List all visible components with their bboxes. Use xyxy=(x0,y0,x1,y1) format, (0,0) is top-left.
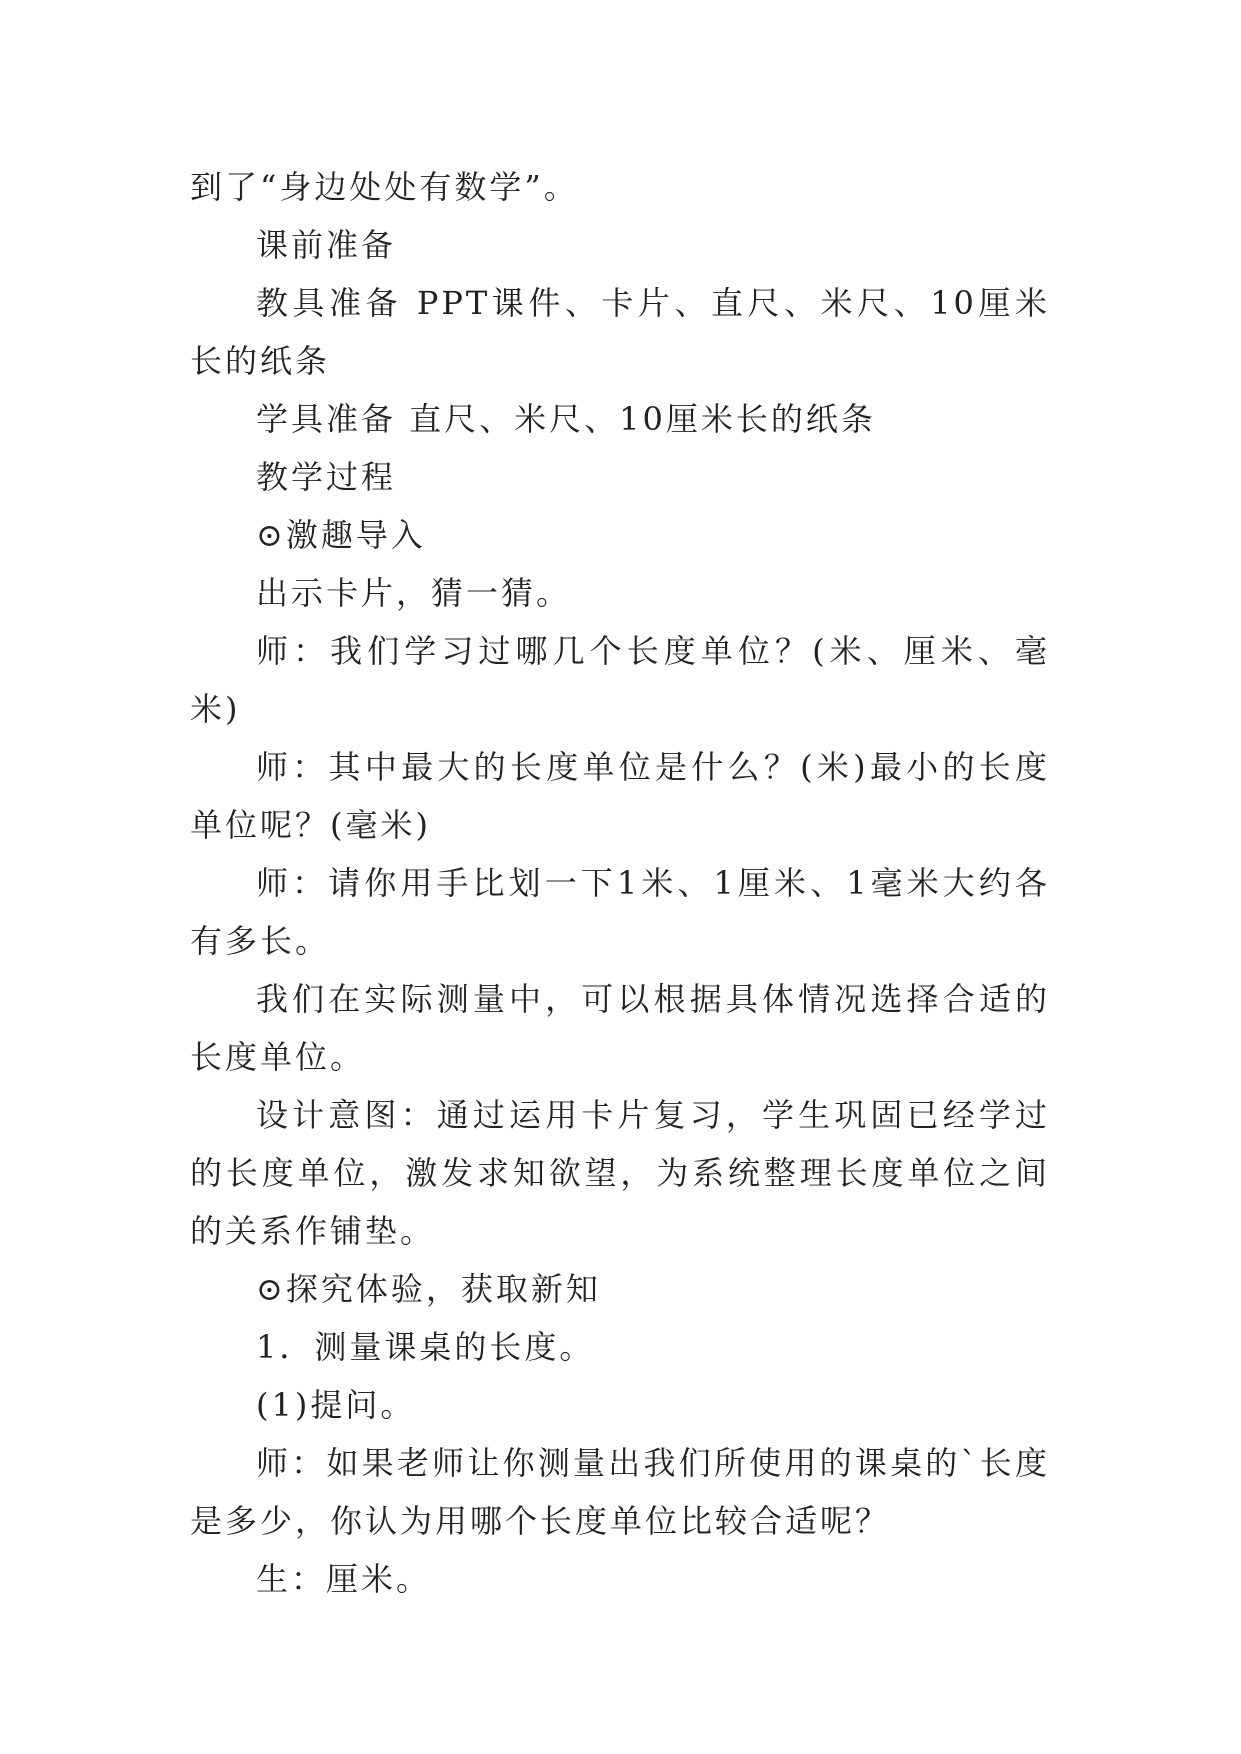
dialogue-line: 师：请你用手比划一下1米、1厘米、1毫米大约各有多长。 xyxy=(190,864,1050,960)
numbered-item: 1．测量课桌的长度。 xyxy=(256,1328,595,1366)
subsection-heading: ⊙激趣导入 xyxy=(256,516,426,554)
paragraph: 我们在实际测量中，可以根据具体情况选择合适的长度单位。 xyxy=(190,980,1050,1076)
dialogue-line: 生：厘米。 xyxy=(256,1560,432,1598)
paragraph: 教具准备 PPT课件、卡片、直尺、米尺、10厘米长的纸条 xyxy=(190,284,1050,380)
design-intent-paragraph: 设计意图：通过运用卡片复习，学生巩固已经学过的长度单位，激发求知欲望，为系统整理长度单位之间的关系作铺垫。 xyxy=(190,1096,1050,1250)
document-body xyxy=(190,158,1050,1608)
paragraph: 出示卡片，猜一猜。 xyxy=(256,574,572,612)
numbered-item: (1)提问。 xyxy=(256,1386,416,1424)
dialogue-line: 师：我们学习过哪几个长度单位？(米、厘米、毫米) xyxy=(190,632,1050,728)
dialogue-line: 师：如果老师让你测量出我们所使用的课桌的`长度是多少，你认为用哪个长度单位比较合适呢？ xyxy=(190,1444,1050,1540)
paragraph: 到了“身边处处有数学”。 xyxy=(190,168,579,206)
section-heading: 教学过程 xyxy=(256,458,397,496)
subsection-heading: ⊙探究体验，获取新知 xyxy=(256,1270,601,1308)
dialogue-line: 师：其中最大的长度单位是什么？(米)最小的长度单位呢？(毫米) xyxy=(190,748,1050,844)
section-heading: 课前准备 xyxy=(256,226,397,264)
paragraph: 学具准备 直尺、米尺、10厘米长的纸条 xyxy=(256,400,876,438)
